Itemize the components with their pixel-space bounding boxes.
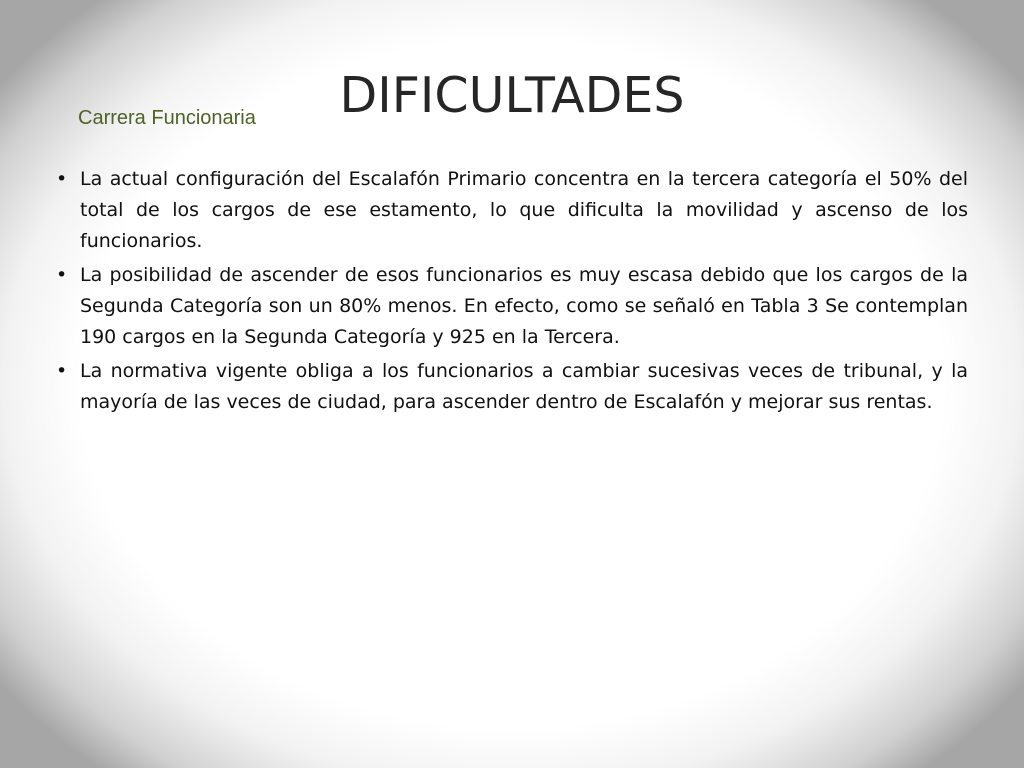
bullet-item (56, 260, 968, 353)
bullet-text: La normativa vigente obliga a los funcionarios a cambiar sucesivas veces de tribunal, y la mayoría de las veces de ciudad, para ascender dentro de Escalafón y mejorar sus rentas. (80, 360, 968, 413)
bullet-text: La actual configuración del Escalafón Primario concentra en la tercera categoría el 50% del total de los cargos de ese estamento, lo que dificulta la movilidad y ascenso de los funcionarios. (80, 168, 968, 252)
bullet-marker: • (56, 264, 68, 286)
slide-title: DIFICULTADES (339, 67, 685, 124)
bullet-item (56, 356, 968, 418)
bullet-item (56, 164, 968, 257)
bullet-list (56, 164, 968, 421)
bullet-text: La posibilidad de ascender de esos funcionarios es muy escasa debido que los cargos de la Segunda Categoría son un 80% menos. En efecto, como se señaló en Tabla 3 Se contemplan 190 cargos en la Segunda Categoría y 925 en la Tercera. (80, 264, 968, 348)
bullet-marker: • (56, 168, 68, 190)
bullet-marker: • (56, 360, 68, 382)
slide-subtitle: Carrera Funcionaria (78, 107, 256, 129)
